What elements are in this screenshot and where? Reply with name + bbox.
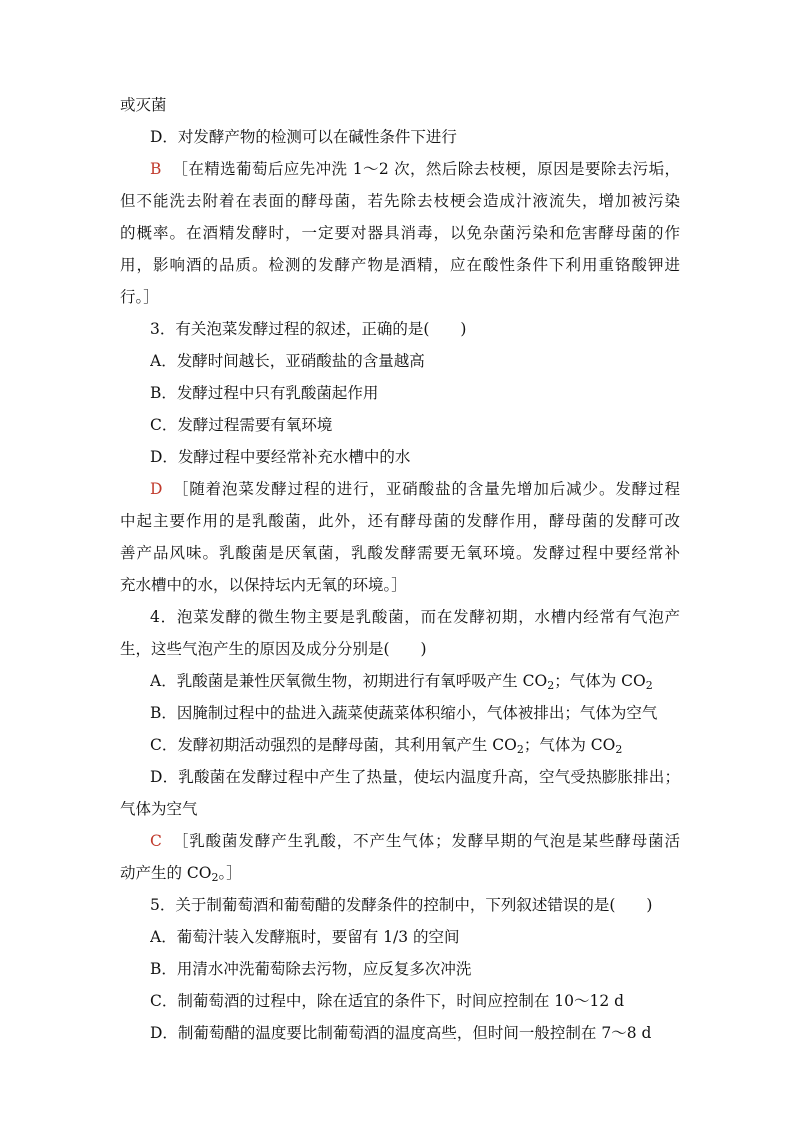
q4-option-a: A．乳酸菌是兼性厌氧微生物，初期进行有氧呼吸产生 $CO_2$；气体为 $CO_2$ — [150, 672, 653, 692]
q5-option-c: C．制葡萄酒的过程中，除在适宜的条件下，时间应控制在 10～12 d — [150, 992, 625, 1010]
q3-option-b: B．发酵过程中只有乳酸菌起作用 — [150, 384, 379, 402]
q4-option-b: B．因腌制过程中的盐进入蔬菜使蔬菜体积缩小，气体被排出；气体为空气 — [150, 704, 658, 722]
q2-answer: B — [150, 160, 162, 178]
q4-option-d-line-1: D．乳酸菌在发酵过程中产生了热量，使坛内温度升高，空气受热膨胀排出； — [150, 768, 680, 786]
q4-answer: C — [150, 832, 162, 850]
q4-explanation-line-2: 动产生的 $CO_2$。］ — [120, 864, 242, 884]
q3-explanation-line-4: 充水槽中的水，以保持坛内无氧的环境。］ — [120, 576, 407, 594]
q4-stem-line-1: 4．泡菜发酵的微生物主要是乳酸菌，而在发酵初期，水槽内经常有气泡产 — [150, 608, 680, 626]
q4-stem-line-2: 生，这些气泡产生的原因及成分分别是( ) — [120, 640, 427, 658]
q5-option-a: A．葡萄汁装入发酵瓶时，要留有 1/3 的空间 — [150, 928, 460, 946]
q2-tail-line: 或灭菌 — [120, 96, 167, 114]
q3-option-d: D．发酵过程中要经常补充水槽中的水 — [150, 448, 411, 466]
q2-explanation-line-5: 行。］ — [120, 288, 159, 306]
q5-option-d: D．制葡萄醋的温度要比制葡萄酒的温度高些，但时间一般控制在 7～8 d — [150, 1024, 652, 1042]
q2-explanation-line-2: 但不能洗去附着在表面的酵母菌，若先除去枝梗会造成汁液流失，增加被污染 — [120, 192, 680, 210]
q3-explanation-line-1: D ［随着泡菜发酵过程的进行，亚硝酸盐的含量先增加后减少。发酵过程 — [150, 480, 680, 498]
q2-explanation-line-4: 用，影响酒的品质。检测的发酵产物是酒精，应在酸性条件下利用重铬酸钾进 — [120, 256, 680, 274]
q5-stem: 5．关于制葡萄酒和葡萄醋的发酵条件的控制中，下列叙述错误的是( ) — [150, 896, 653, 914]
q3-explanation-line-3: 善产品风味。乳酸菌是厌氧菌，乳酸发酵需要无氧环境。发酵过程中要经常补 — [120, 544, 680, 562]
q3-explanation-line-2: 中起主要作用的是乳酸菌，此外，还有酵母菌的发酵作用，酵母菌的发酵可改 — [120, 512, 680, 530]
q4-option-c: C．发酵初期活动强烈的是酵母菌，其利用氧产生 $CO_2$；气体为 $CO_2$ — [150, 736, 623, 756]
q2-explanation-line-1: B ［在精选葡萄后应先冲洗 1～2 次，然后除去枝梗，原因是要除去污垢， — [150, 160, 680, 178]
q3-option-c: C．发酵过程需要有氧环境 — [150, 416, 333, 434]
q3-stem: 3．有关泡菜发酵过程的叙述，正确的是( ) — [150, 320, 467, 338]
q4-option-d-line-2: 气体为空气 — [120, 800, 198, 818]
q5-option-b: B．用清水冲洗葡萄除去污物，应反复多次冲洗 — [150, 960, 472, 978]
q3-answer: D — [150, 480, 163, 498]
q2-explanation-line-3: 的概率。在酒精发酵时，一定要对器具消毒，以免杂菌污染和危害酵母菌的作 — [120, 224, 680, 242]
q2-option-d: D．对发酵产物的检测可以在碱性条件下进行 — [150, 128, 457, 146]
q4-explanation-line-1: C ［乳酸菌发酵产生乳酸，不产生气体；发酵早期的气泡是某些酵母菌活 — [150, 832, 680, 850]
q3-option-a: A．发酵时间越长，亚硝酸盐的含量越高 — [150, 352, 425, 370]
